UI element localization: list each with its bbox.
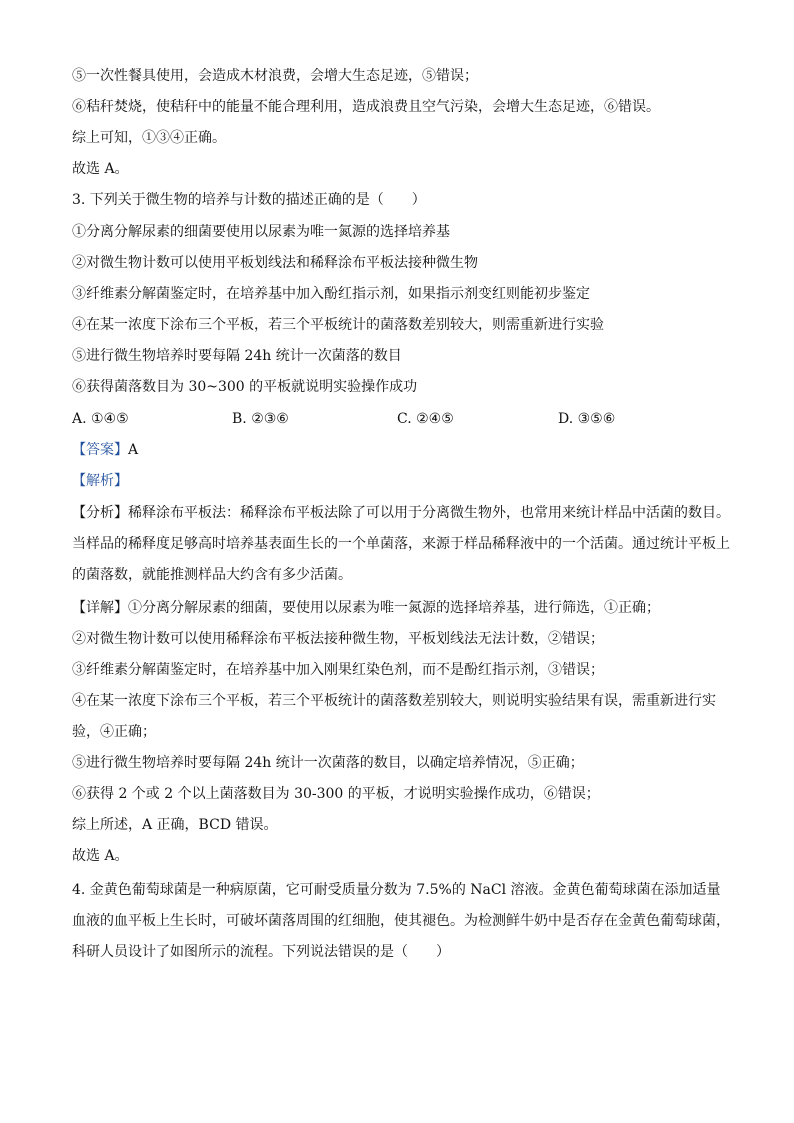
xiangjie-tag: 【详解】 [72,600,128,616]
xiangjie-first: ①分离分解尿素的细菌，要使用以尿素为唯一氮源的选择培养基，进行筛选，①正确； [128,600,660,616]
question-4-stem: 4. 金黄色葡萄球菌是一种病原菌，它可耐受质量分数为 7.5%的 NaCl 溶液。金黄色葡萄球菌在添加适量血液的血平板上生长时，可破坏菌落周围的红细胞，使其褪色。为检测鲜牛奶中是否存在金黄色葡萄球菌，科研人员设计了如图所示的流程。下列说法错误的是（ ） [72,882,730,960]
analysis-heading [72,471,732,491]
statement-6: ⑥获得菌落数目为 30~300 的平板就说明实验操作成功 [72,379,418,395]
prev-choice: 故选 A。 [72,161,129,177]
xiangjie-line-1 [72,598,732,618]
option-b[interactable]: B. ②③⑥ [232,411,289,427]
detail-5: ⑤进行微生物培养时要每隔 24h 统计一次菌落的数目，以确定培养情况，⑤正确； [72,755,584,771]
detail-2: ②对微生物计数可以使用稀释涂布平板法接种微生物，平板划线法无法计数，②错误； [72,631,604,647]
q3-summary: 综上所述，A 正确，BCD 错误。 [72,817,278,833]
detail-3: ③纤维素分解菌鉴定时，在培养基中加入刚果红染色剂，而不是酚红指示剂，③错误； [72,662,604,678]
statement-2: ②对微生物计数可以使用平板划线法和稀释涂布平板法接种微生物 [72,255,478,271]
fenxi-tag: 【分析】 [72,505,128,521]
answer-options [72,409,732,429]
statement-5: ⑤进行微生物培养时要每隔 24h 统计一次菌落的数目 [72,348,402,364]
option-a[interactable]: A. ①④⑤ [72,411,129,427]
prev-summary: 综上可知，①③④正确。 [72,130,226,146]
question-3-stem: 3. 下列关于微生物的培养与计数的描述正确的是（ ） [72,192,426,208]
answer-value: A [128,442,139,458]
fenxi-text: 稀释涂布平板法：稀释涂布平板法除了可以用于分离微生物外，也常用来统计样品中活菌的数目。当样品的稀释度足够高时培养基表面生长的一个单菌落，来源于样品稀释液中的一个活菌。通过统计平板上的菌落数，就能推测样品大约含有多少活菌。 [72,505,730,583]
detail-4: ④在某一浓度下涂布三个平板，若三个平板统计的菌落数差别较大，则说明实验结果有误，需重新进行实验，④正确； [72,693,716,740]
prev-analysis-line-6: ⑥秸秆焚烧，使秸秆中的能量不能合理利用，造成浪费且空气污染，会增大生态足迹，⑥错误。 [72,99,660,115]
analysis-tag: 【解析】 [72,473,128,489]
statement-3: ③纤维素分解菌鉴定时，在培养基中加入酚红指示剂，如果指示剂变红则能初步鉴定 [72,286,590,302]
statement-4: ④在某一浓度下涂布三个平板，若三个平板统计的菌落数差别较大，则需重新进行实验 [72,317,604,333]
q3-choice: 故选 A。 [72,848,129,864]
fenxi-paragraph [72,498,732,591]
answer-line [72,440,732,460]
answer-tag: 【答案】 [72,442,128,458]
detail-6: ⑥获得 2 个或 2 个以上菌落数目为 30-300 的平板，才说明实验操作成功，⑥错误； [72,786,600,802]
statement-1: ①分离分解尿素的细菌要使用以尿素为唯一氮源的选择培养基 [72,224,450,240]
option-d[interactable]: D. ③⑤⑥ [558,411,616,427]
prev-analysis-line-5: ⑤一次性餐具使用，会造成木材浪费，会增大生态足迹，⑤错误； [72,68,478,84]
option-c[interactable]: C. ②④⑤ [397,411,454,427]
